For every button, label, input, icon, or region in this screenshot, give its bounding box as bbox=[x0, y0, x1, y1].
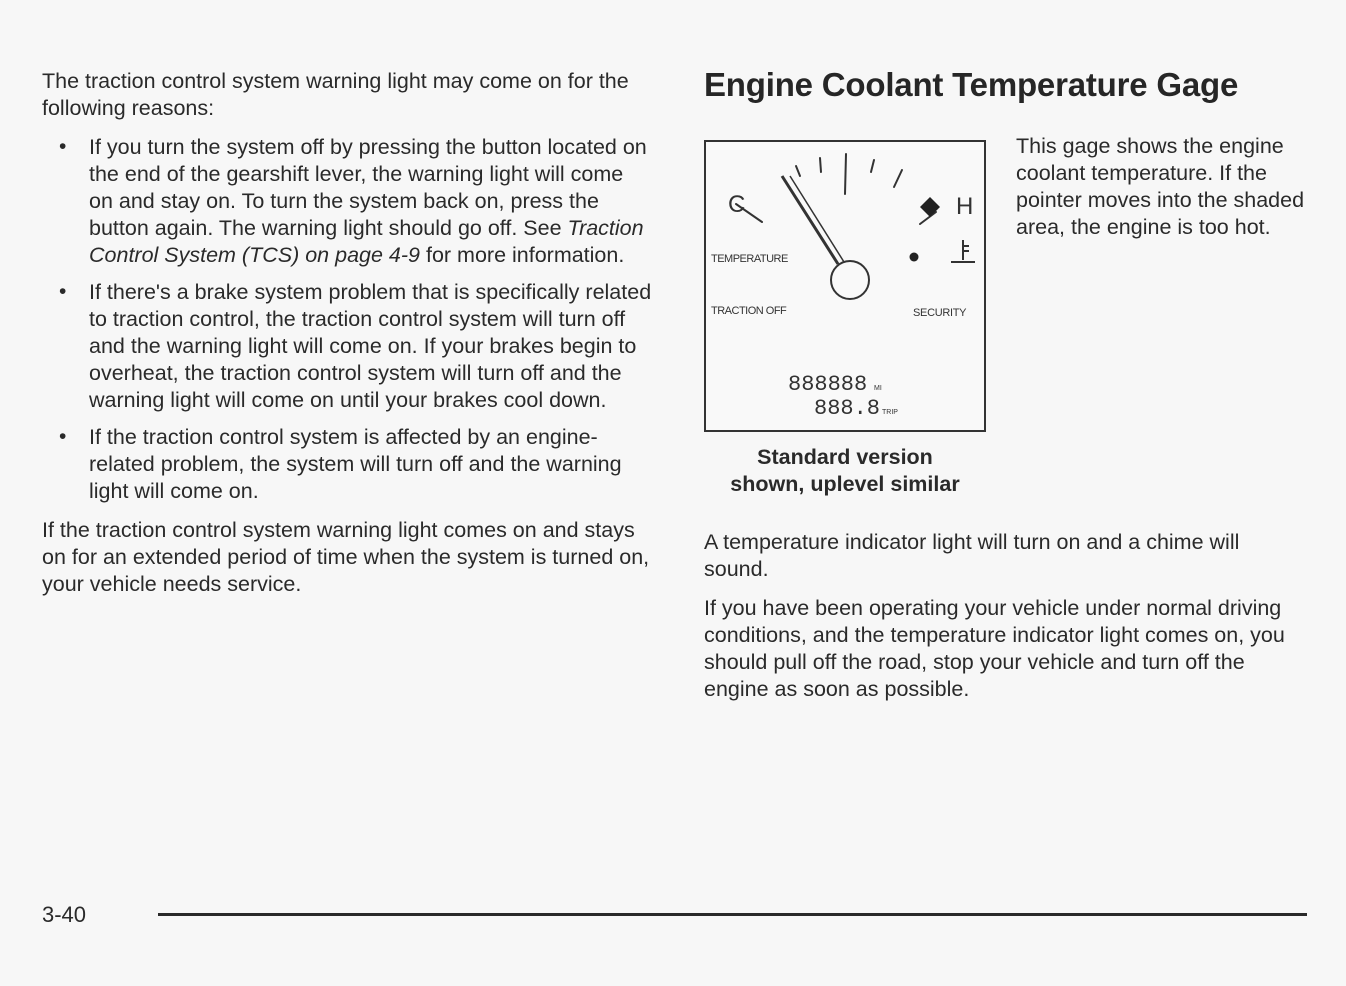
odometer-readout: 888888 bbox=[788, 372, 868, 397]
gage-drawing bbox=[706, 142, 984, 430]
gage-illustration bbox=[704, 140, 986, 432]
bullet-icon: • bbox=[59, 135, 67, 158]
list-item bbox=[42, 424, 652, 505]
bullet-icon: • bbox=[59, 425, 67, 448]
figure-caption bbox=[704, 444, 986, 498]
intro-paragraph: The traction control system warning light may come on for the following reasons: bbox=[42, 69, 629, 120]
trip-unit: TRIP bbox=[882, 409, 898, 416]
right-column bbox=[704, 66, 1305, 701]
cold-label: C bbox=[728, 191, 746, 218]
list-item bbox=[42, 279, 652, 414]
left-column bbox=[42, 68, 652, 610]
pointer-hub bbox=[831, 261, 869, 299]
bullet-icon: • bbox=[59, 280, 67, 303]
indicator-dot bbox=[910, 253, 919, 262]
traction-off-label: TRACTION OFF bbox=[711, 305, 787, 317]
list-item-text: If you turn the system off by pressing the button located on the end of the gearshift lever, the warning light will come on and stay on. To turn the system back on, press the button again. The warning light should go off. See bbox=[89, 135, 647, 240]
list-item-text: If there's a brake system problem that is specifically related to traction control, the traction control system will turn off and the warning light will come on. If your brakes begin to overheat, the traction control system will turn off and the warning light will come on until your brakes cool down. bbox=[89, 280, 652, 412]
security-label: SECURITY bbox=[913, 307, 967, 319]
hot-zone-marker bbox=[920, 197, 940, 217]
list-item-text: If the traction control system is affected by an engine-related problem, the system will turn off and the warning light will come on. bbox=[89, 425, 622, 503]
instructions-paragraph: If you have been operating your vehicle under normal driving conditions, and the temperature indicator light comes on, you should pull off the road, stop your vehicle and turn off the engine as soon as possible. bbox=[704, 596, 1285, 701]
gage-pointer-edge bbox=[790, 176, 844, 262]
hot-label: H bbox=[956, 193, 974, 220]
caption-line: Standard version bbox=[757, 445, 933, 469]
closing-paragraph: If the traction control system warning light comes on and stays on for an extended period of time when the system is turned on, your vehicle needs service. bbox=[42, 518, 650, 596]
footer-divider bbox=[158, 913, 1307, 916]
list-item-text-end: for more information. bbox=[420, 243, 625, 267]
temperature-label: TEMPERATURE bbox=[711, 253, 788, 265]
section-heading: Engine Coolant Temperature Gage bbox=[704, 66, 1239, 103]
indicator-paragraph: A temperature indicator light will turn on and a chime will sound. bbox=[704, 530, 1240, 581]
cross-reference: Traction Control System (TCS) on page 4-9 bbox=[89, 216, 644, 267]
thermometer-icon bbox=[951, 240, 975, 262]
reasons-list bbox=[42, 134, 652, 505]
page-number: 3-40 bbox=[42, 902, 87, 927]
odometer-unit: MI bbox=[874, 385, 882, 392]
gage-description: This gage shows the engine coolant temperature. If the pointer moves into the shaded area, the engine is too hot. bbox=[1016, 134, 1305, 239]
trip-readout: 888.8 bbox=[814, 396, 881, 421]
caption-line: shown, uplevel similar bbox=[730, 472, 960, 496]
gage-ticks bbox=[736, 154, 936, 224]
gage-pointer bbox=[782, 176, 838, 264]
list-item bbox=[42, 134, 652, 269]
